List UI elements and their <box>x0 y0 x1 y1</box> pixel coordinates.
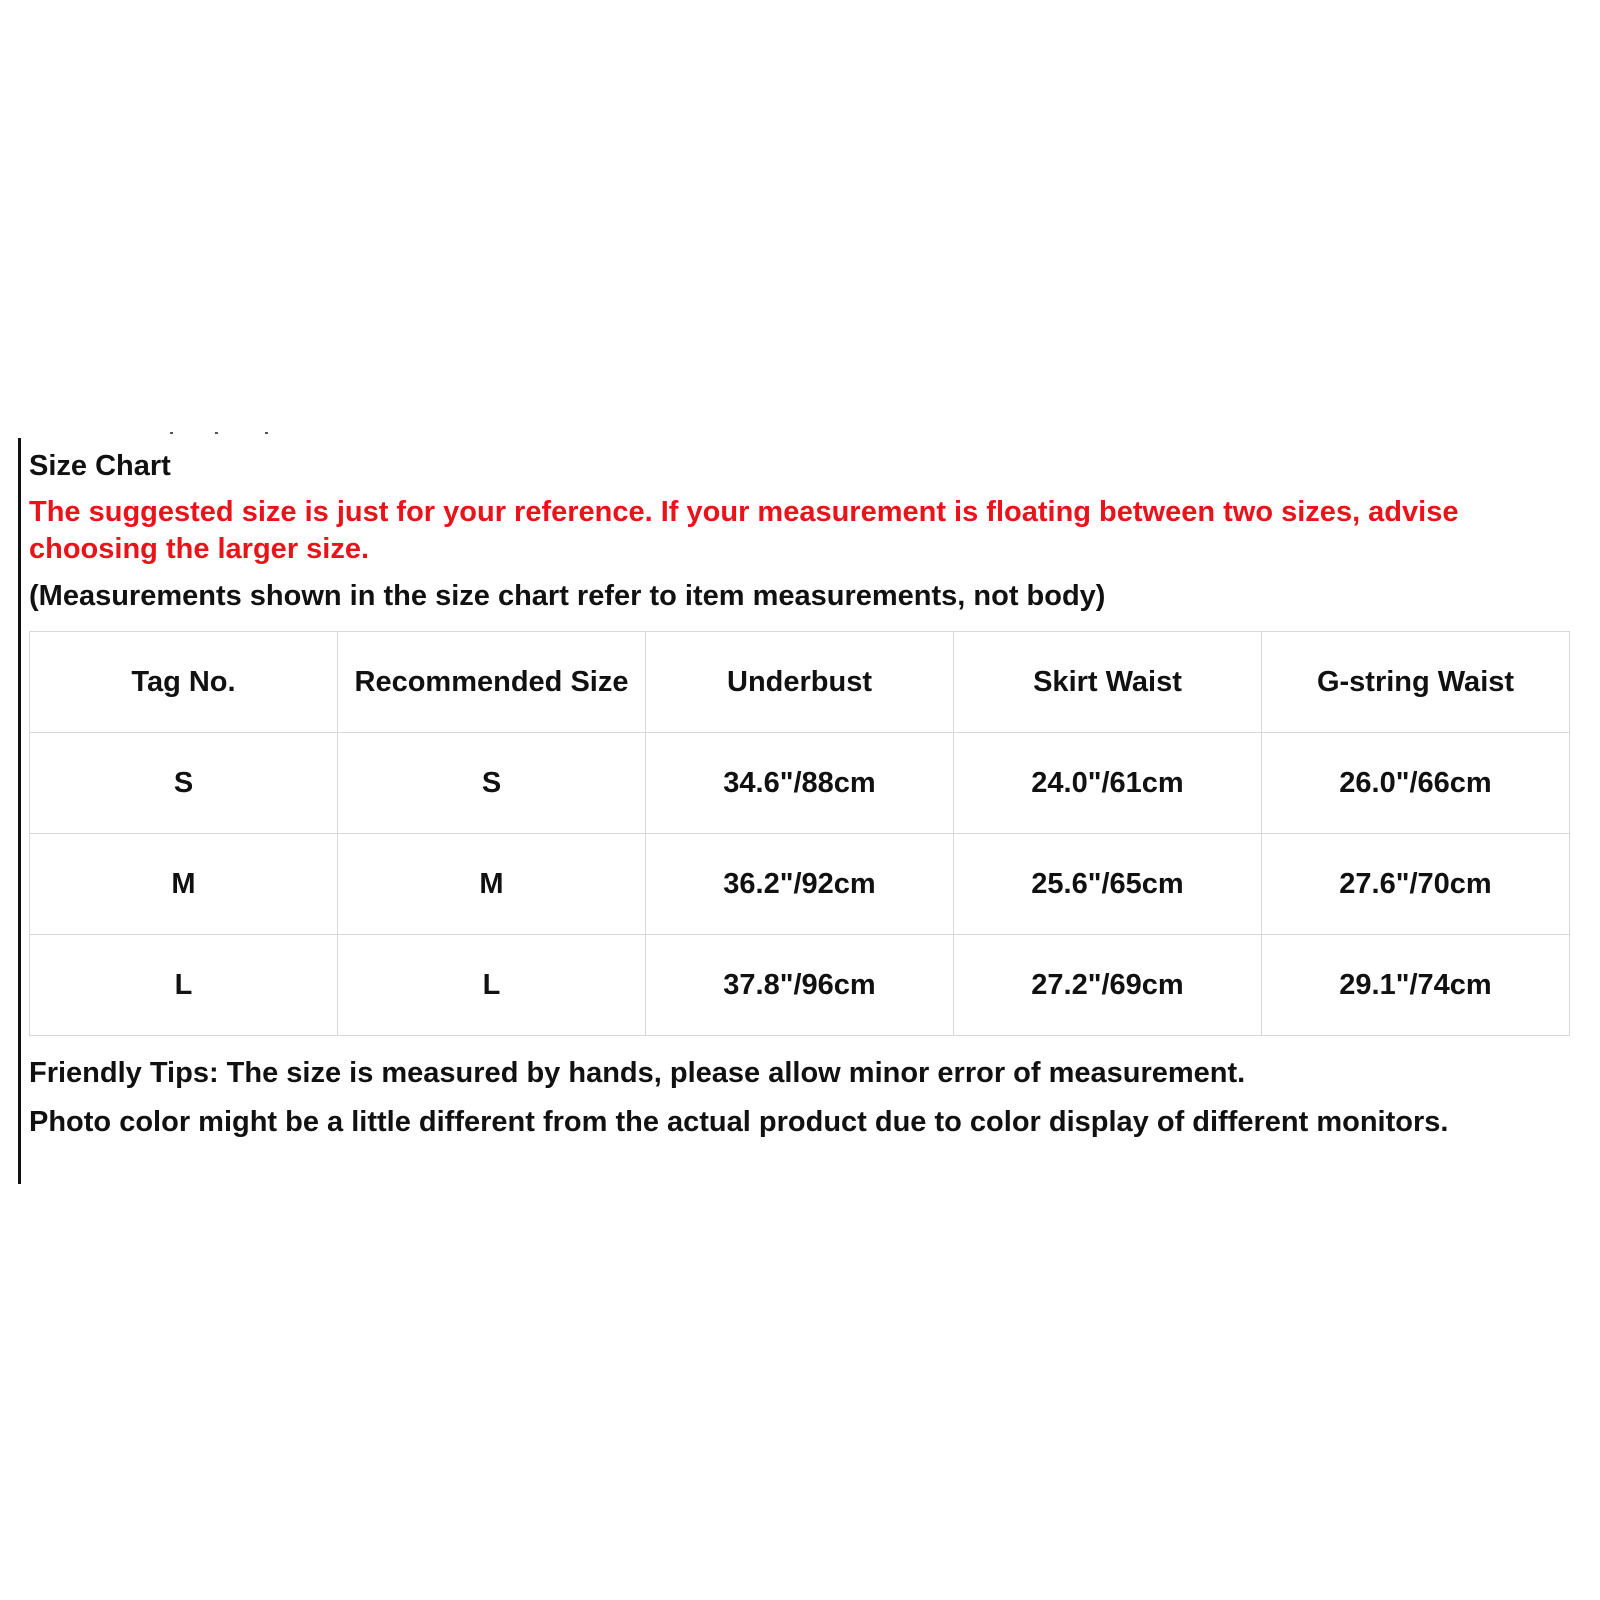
header-tag-no: Tag No. <box>30 632 338 733</box>
cell-recommended-size: S <box>338 733 646 834</box>
cell-tag-no: L <box>30 935 338 1036</box>
table-row <box>30 935 1570 1036</box>
size-chart-header <box>29 448 1585 614</box>
cell-recommended-size: M <box>338 834 646 935</box>
table-row <box>30 733 1570 834</box>
table-header-row <box>30 632 1570 733</box>
measurement-note: (Measurements shown in the size chart refer to item measurements, not body) <box>29 580 1106 612</box>
size-table <box>29 631 1570 1036</box>
cell-recommended-size: L <box>338 935 646 1036</box>
page-title: Size Chart <box>29 450 171 482</box>
header-skirt-waist: Skirt Waist <box>954 632 1262 733</box>
cell-tag-no: M <box>30 834 338 935</box>
cell-g-string-waist: 27.6"/70cm <box>1262 834 1570 935</box>
size-notice: The suggested size is just for your reference. If your measurement is floating between two sizes, advise choosing the larger size. <box>29 496 1459 565</box>
cell-skirt-waist: 27.2"/69cm <box>954 935 1262 1036</box>
table-row <box>30 834 1570 935</box>
cell-tag-no: S <box>30 733 338 834</box>
tip-photo-color: Photo color might be a little different from the actual product due to color display of different monitors. <box>29 1106 1449 1138</box>
cell-underbust: 37.8"/96cm <box>646 935 954 1036</box>
header-g-string-waist: G-string Waist <box>1262 632 1570 733</box>
cell-g-string-waist: 26.0"/66cm <box>1262 733 1570 834</box>
friendly-tips <box>29 1055 1589 1140</box>
cell-skirt-waist: 24.0"/61cm <box>954 733 1262 834</box>
tip-measurement: Friendly Tips: The size is measured by hands, please allow minor error of measurement. <box>29 1057 1246 1089</box>
header-recommended-size: Recommended Size <box>338 632 646 733</box>
cell-skirt-waist: 25.6"/65cm <box>954 834 1262 935</box>
cell-underbust: 36.2"/92cm <box>646 834 954 935</box>
header-underbust: Underbust <box>646 632 954 733</box>
cell-g-string-waist: 29.1"/74cm <box>1262 935 1570 1036</box>
cell-underbust: 34.6"/88cm <box>646 733 954 834</box>
stray-marks <box>170 432 280 438</box>
left-border-rule <box>18 438 21 1184</box>
